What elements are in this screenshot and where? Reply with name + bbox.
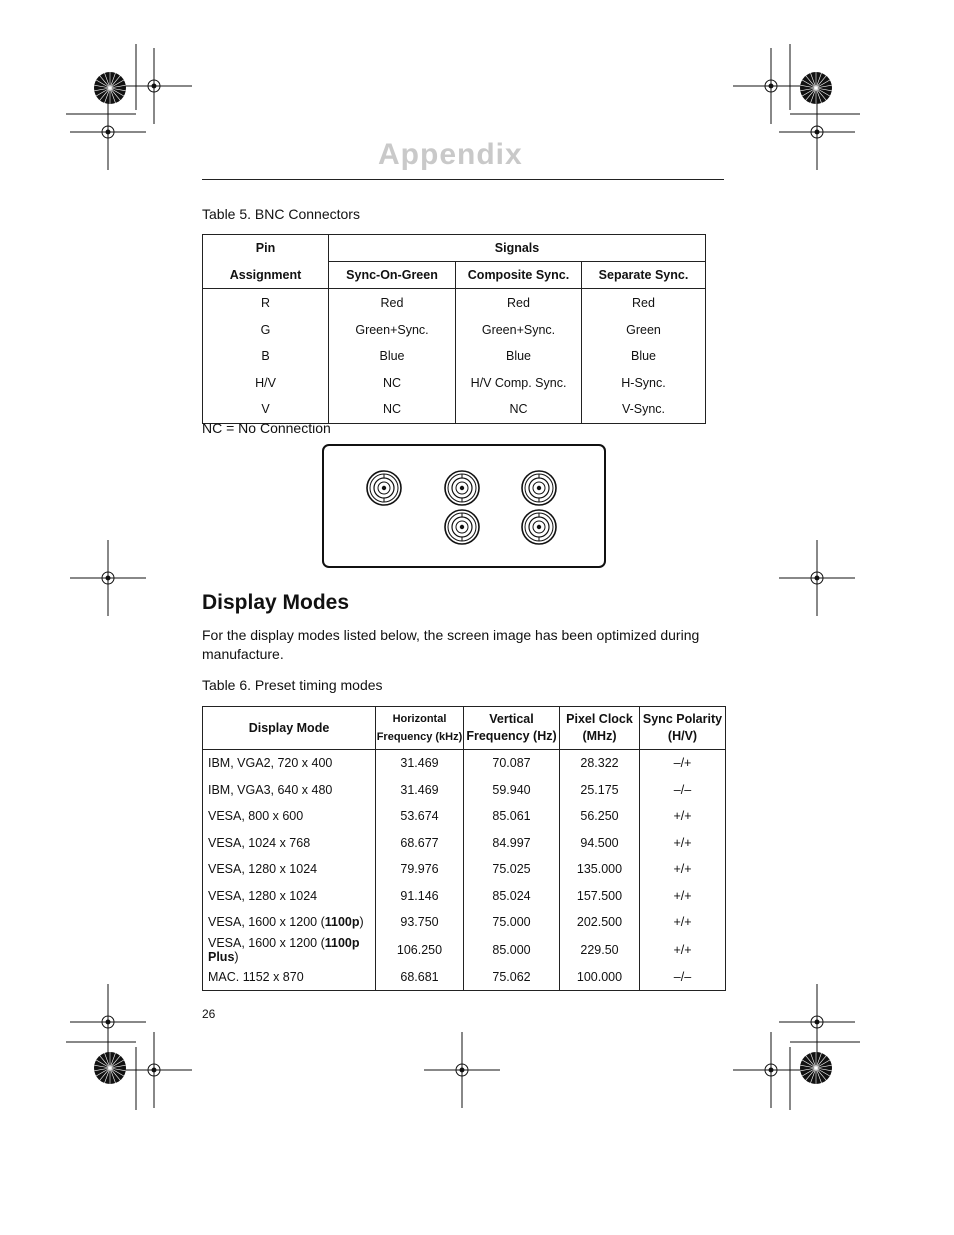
table-row: [203, 317, 706, 344]
table-cell: Red: [329, 289, 456, 317]
section-title: Display Modes: [202, 591, 350, 614]
table-cell: NC: [456, 396, 582, 423]
vertical-frequency-cell: 85.000: [464, 936, 560, 964]
vertical-frequency-cell: 75.062: [464, 964, 560, 991]
crosshair-mark: [733, 48, 809, 124]
table-cell: R: [203, 289, 329, 317]
starburst-mark: [94, 72, 126, 104]
display-mode-cell: VESA, 800 x 600: [203, 803, 376, 830]
sync-polarity-cell: +/+: [640, 909, 726, 936]
table-row: [203, 370, 706, 397]
table-row: [203, 289, 706, 317]
sync-polarity-cell: –/–: [640, 777, 726, 804]
bnc-connector-icon: [522, 510, 556, 544]
table-row: [203, 396, 706, 423]
pixel-clock-header: Pixel Clock (MHz): [560, 707, 640, 750]
bnc-connectors-illustration: [324, 446, 604, 566]
header-rule: [202, 179, 724, 180]
horizontal-frequency-cell: 91.146: [376, 883, 464, 910]
vertical-frequency-cell: 85.061: [464, 803, 560, 830]
page-header-title: Appendix: [378, 138, 523, 171]
column-header: Composite Sync.: [456, 262, 582, 289]
starburst-mark: [800, 72, 832, 104]
vertical-frequency-cell: 85.024: [464, 883, 560, 910]
preset-timing-modes-table: [202, 706, 726, 991]
table-row: [203, 909, 726, 936]
table-row: [203, 856, 726, 883]
bnc-connectors-table: [202, 234, 706, 424]
vertical-frequency-cell: 59.940: [464, 777, 560, 804]
column-header: Separate Sync.: [582, 262, 706, 289]
horizontal-frequency-cell: 31.469: [376, 777, 464, 804]
vertical-frequency-cell: 75.000: [464, 909, 560, 936]
horizontal-frequency-cell: 68.681: [376, 964, 464, 991]
horizontal-frequency-cell: 68.677: [376, 830, 464, 857]
vertical-frequency-cell: 84.997: [464, 830, 560, 857]
pixel-clock-cell: 202.500: [560, 909, 640, 936]
table-row: [203, 936, 726, 964]
sync-polarity-cell: –/–: [640, 964, 726, 991]
pixel-clock-cell: 56.250: [560, 803, 640, 830]
display-mode-cell: IBM, VGA2, 720 x 400: [203, 750, 376, 777]
vertical-frequency-cell: 70.087: [464, 750, 560, 777]
table-cell: V-Sync.: [582, 396, 706, 423]
pixel-clock-cell: 229.50: [560, 936, 640, 964]
display-mode-cell: MAC. 1152 x 870: [203, 964, 376, 991]
horizontal-frequency-header: Horizontal Frequency (kHz): [376, 707, 464, 750]
horizontal-frequency-cell: 79.976: [376, 856, 464, 883]
sync-polarity-cell: +/+: [640, 936, 726, 964]
page-number: 26: [202, 1007, 216, 1021]
starburst-mark: [94, 1052, 126, 1084]
crosshair-mark: [779, 540, 855, 616]
table-cell: Red: [456, 289, 582, 317]
crosshair-mark: [70, 540, 146, 616]
intro-paragraph: For the display modes listed below, the screen image has been optimized during manufacture.: [202, 627, 700, 662]
sync-polarity-cell: +/+: [640, 883, 726, 910]
display-mode-cell: IBM, VGA3, 640 x 480: [203, 777, 376, 804]
display-mode-cell: VESA, 1600 x 1200 (1100p): [203, 909, 376, 936]
assignment-header: Assignment: [203, 262, 329, 289]
table-cell: G: [203, 317, 329, 344]
table-cell: NC: [329, 396, 456, 423]
table-cell: Green+Sync.: [456, 317, 582, 344]
table-row: [203, 750, 726, 777]
table-cell: Blue: [582, 343, 706, 370]
sync-polarity-cell: +/+: [640, 856, 726, 883]
bnc-connector-icon: [445, 471, 479, 505]
sync-polarity-cell: –/+: [640, 750, 726, 777]
vertical-frequency-header: Vertical Frequency (Hz): [464, 707, 560, 750]
column-header: Sync-On-Green: [329, 262, 456, 289]
table-cell: H/V Comp. Sync.: [456, 370, 582, 397]
display-mode-cell: VESA, 1024 x 768: [203, 830, 376, 857]
table-row: [203, 964, 726, 991]
table-cell: H-Sync.: [582, 370, 706, 397]
horizontal-frequency-cell: 53.674: [376, 803, 464, 830]
table-cell: Green+Sync.: [329, 317, 456, 344]
crosshair-mark: [116, 48, 192, 124]
table-row: [203, 803, 726, 830]
horizontal-frequency-cell: 31.469: [376, 750, 464, 777]
crosshair-mark: [116, 1032, 192, 1108]
table5-caption: Table 5. BNC Connectors: [202, 206, 360, 222]
bnc-connector-icon: [522, 471, 556, 505]
display-mode-cell: VESA, 1280 x 1024: [203, 883, 376, 910]
pixel-clock-cell: 135.000: [560, 856, 640, 883]
table-row: [203, 777, 726, 804]
pin-header: Pin: [203, 235, 329, 262]
horizontal-frequency-cell: 106.250: [376, 936, 464, 964]
pixel-clock-cell: 157.500: [560, 883, 640, 910]
table-cell: Blue: [456, 343, 582, 370]
table-row: [203, 830, 726, 857]
display-mode-cell: VESA, 1280 x 1024: [203, 856, 376, 883]
nc-note: NC = No Connection: [202, 420, 331, 436]
table-cell: NC: [329, 370, 456, 397]
sync-polarity-cell: +/+: [640, 830, 726, 857]
table-cell: Red: [582, 289, 706, 317]
pixel-clock-cell: 28.322: [560, 750, 640, 777]
table-cell: H/V: [203, 370, 329, 397]
table6-caption: Table 6. Preset timing modes: [202, 677, 383, 693]
crosshair-mark: [424, 1032, 500, 1108]
signals-header: Signals: [329, 235, 706, 262]
display-mode-header: Display Mode: [203, 707, 376, 750]
table-row: [203, 343, 706, 370]
vertical-frequency-cell: 75.025: [464, 856, 560, 883]
table-row: [203, 883, 726, 910]
table-cell: V: [203, 396, 329, 423]
starburst-mark: [800, 1052, 832, 1084]
crosshair-mark: [733, 1032, 809, 1108]
horizontal-frequency-cell: 93.750: [376, 909, 464, 936]
table-cell: Green: [582, 317, 706, 344]
pixel-clock-cell: 25.175: [560, 777, 640, 804]
sync-polarity-cell: +/+: [640, 803, 726, 830]
display-mode-cell: VESA, 1600 x 1200 (1100p Plus): [203, 936, 376, 964]
table-cell: Blue: [329, 343, 456, 370]
bnc-connector-icon: [445, 510, 479, 544]
crosshair-mark: [70, 94, 146, 170]
sync-polarity-header: Sync Polarity (H/V): [640, 707, 726, 750]
crosshair-mark: [70, 984, 146, 1060]
pixel-clock-cell: 94.500: [560, 830, 640, 857]
pixel-clock-cell: 100.000: [560, 964, 640, 991]
table-cell: B: [203, 343, 329, 370]
bnc-connector-panel: [322, 444, 606, 568]
bnc-connector-icon: [367, 471, 401, 505]
